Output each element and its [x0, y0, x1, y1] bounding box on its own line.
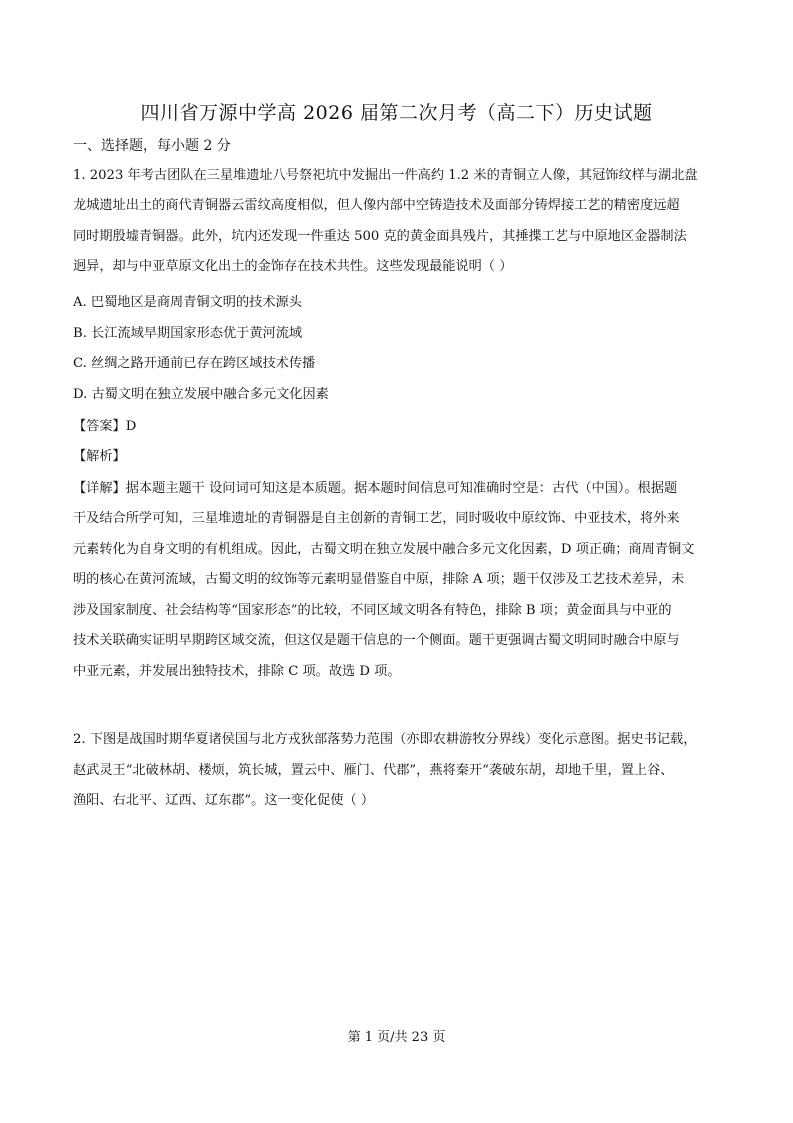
- explanation-line: 中亚元素，并发展出独特技术，排除 C 项。故选 D 项。: [73, 664, 401, 679]
- answer-line: [73, 418, 136, 436]
- explanation-text: 据本题主题干 设问词可知这是本质题。据本题时间信息可知准确时空是：古代（中国）。根据题: [125, 481, 678, 496]
- question-1-line: 同时期殷墟青铜器。此外，坑内还发现一件重达 500 克的黄金面具残片，其捶揲工艺与中原地区金器制法: [73, 229, 687, 244]
- explanation-line: 涉及国家制度、社会结构等“国家形态”的比较，不同区域文明各有特色，排除 B 项；黄金面具与中亚的: [73, 603, 672, 618]
- question-2-line: 2. 下图是战国时期华夏诸侯国与北方戎狄部落势力范围（亦即农耕游牧分界线）变化示意图。据史书记载，: [73, 732, 697, 747]
- answer-label: 【答案】: [73, 419, 126, 434]
- question-2-line: 赵武灵王“北破林胡、楼烦，筑长城，置云中、雁门、代郡”，燕将秦开“袭破东胡，却地千里，置上谷、: [73, 763, 674, 778]
- option-c: C. 丝绸之路开通前已存在跨区域技术传播: [73, 356, 316, 371]
- explanation-line: 技术关联确实证明早期跨区域交流，但这仅是题干信息的一个侧面。题干更强调古蜀文明同时融合中原与: [73, 633, 680, 648]
- page-footer: 第 1 页/共 23 页: [347, 1030, 446, 1045]
- detail-label: 【详解】: [73, 481, 126, 496]
- answer-value: D: [125, 419, 137, 434]
- option-b: B. 长江流域早期国家形态优于黄河流域: [73, 326, 303, 341]
- explanation-line: 干及结合所学可知，三星堆遗址的青铜器是自主创新的青铜工艺，同时吸收中原纹饰、中亚技术，将外来: [73, 511, 680, 526]
- explanation-line: 明的核心在黄河流域，古蜀文明的纹饰等元素明显借鉴自中原，排除 A 项；题干仅涉及工艺技术差异，未: [73, 572, 685, 587]
- analysis-label: 【解析】: [73, 449, 126, 464]
- question-1-line: 迥异，却与中亚草原文化出土的金饰存在技术共性。这些发现最能说明（ ）: [73, 259, 513, 274]
- section-heading: 一、选择题，每小题 2 分: [73, 138, 231, 154]
- page-title: 四川省万源中学高 2026 届第二次月考（高二下）历史试题: [140, 102, 653, 124]
- question-1-line: 1. 2023 年考古团队在三星堆遗址八号祭祀坑中发掘出一件高约 1.2 米的青铜立人像，其冠饰纹样与湖北盘: [73, 168, 698, 183]
- question-1-line: 龙城遗址出土的商代青铜器云雷纹高度相似，但人像内部中空铸造技术及面部分铸焊接工艺的精密度远超: [73, 198, 680, 213]
- explanation-line: 元素转化为自身文明的有机组成。因此，古蜀文明在独立发展中融合多元文化因素，D 项正确；商周青铜文: [73, 542, 695, 557]
- option-a: A. 巴蜀地区是商周青铜文明的技术源头: [73, 295, 302, 310]
- option-d: D. 古蜀文明在独立发展中融合多元文化因素: [73, 387, 329, 402]
- question-2-line: 渔阳、右北平、辽西、辽东郡”。这一变化促使（ ）: [73, 793, 375, 808]
- explanation-line: [73, 480, 677, 498]
